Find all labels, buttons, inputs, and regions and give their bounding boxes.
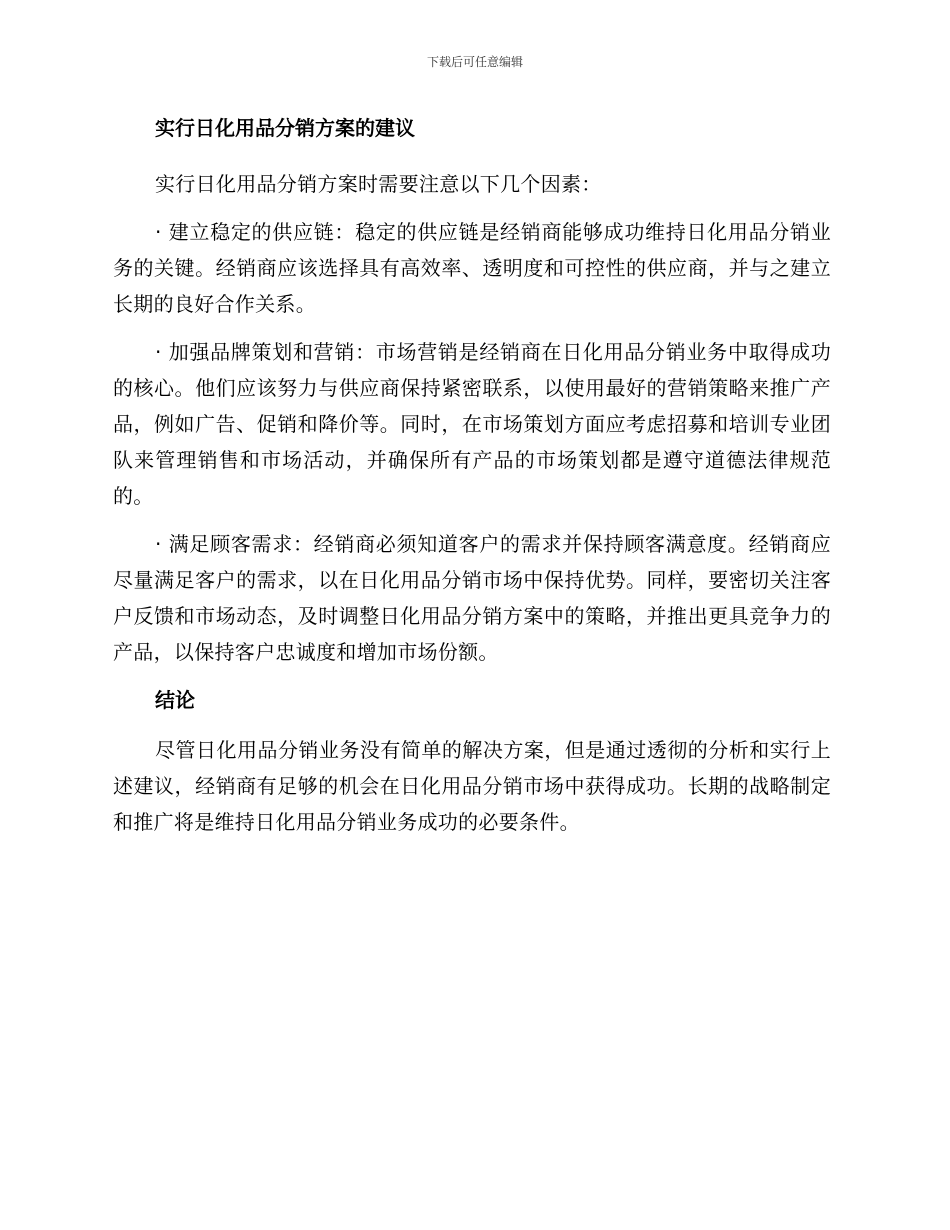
section-title-conclusion: 结论	[155, 688, 195, 712]
section-title-recommendations: 实行日化用品分销方案的建议	[155, 116, 415, 140]
conclusion-paragraph: 尽管日化用品分销业务没有简单的解决方案，但是通过透彻的分析和实行上述建议，经销商有足够的机会在日化用品分销市场中获得成功。长期的战略制定和推广将是维持日化用品分销业务成功的必要条件。	[113, 738, 831, 834]
point-supply-chain: · 建立稳定的供应链：稳定的供应链是经销商能够成功维持日化用品分销业务的关键。经销商应该选择具有高效率、透明度和可控性的供应商，并与之建立长期的良好合作关系。	[113, 220, 831, 316]
document-body	[113, 112, 831, 840]
point-branding-marketing: · 加强品牌策划和营销：市场营销是经销商在日化用品分销业务中取得成功的核心。他们应该努力与供应商保持紧密联系，以使用最好的营销策略来推广产品，例如广告、促销和降价等。同时，在市场策划方面应考虑招募和培训专业团队来管理销售和市场活动，并确保所有产品的市场策划都是遵守道德法律规范的。	[113, 340, 831, 508]
page-header: 下载后可任意编辑	[426, 55, 523, 69]
point-customer-needs: · 满足顾客需求：经销商必须知道客户的需求并保持顾客满意度。经销商应尽量满足客户的需求，以在日化用品分销市场中保持优势。同样，要密切关注客户反馈和市场动态，及时调整日化用品分销方案中的策略，并推出更具竞争力的产品，以保持客户忠诚度和增加市场份额。	[113, 532, 831, 664]
intro-paragraph: 实行日化用品分销方案时需要注意以下几个因素：	[155, 172, 602, 196]
